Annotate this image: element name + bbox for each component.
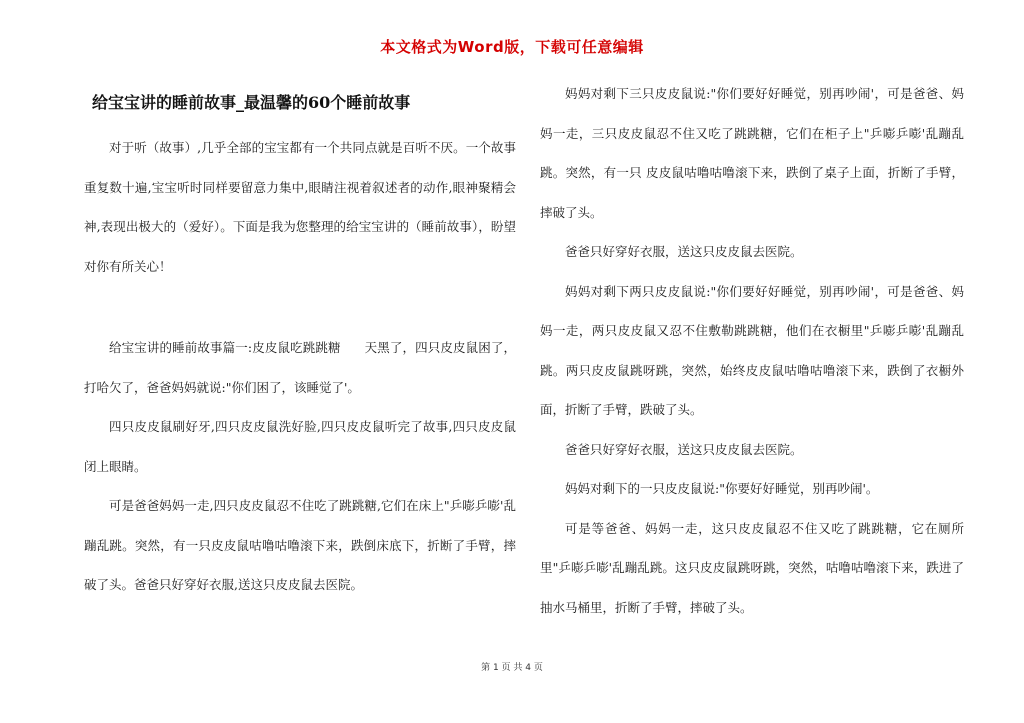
page-number: 第 1 页 共 4 页 xyxy=(481,663,543,673)
document-title: 给宝宝讲的睡前故事_最温馨的60个睡前故事 xyxy=(92,93,411,112)
section-paragraph xyxy=(84,328,516,407)
section-heading: 给宝宝讲的睡前故事篇一:皮皮鼠吃跳跳糖 xyxy=(109,340,341,355)
story-paragraph: 妈妈对剩下三只皮皮鼠说:"你们要好好睡觉，别再吵闹'，可是爸爸、妈妈一走，三只皮皮鼠忍不住又吃了跳跳糖，它们在柜子上"乒嘭乒嘭'乱蹦乱跳。突然，有一只 皮皮鼠咕噜咕噜滚下来，跌倒了桌子上面，折断了手臂，摔破了头。 xyxy=(540,86,964,220)
intro-paragraph: 对于听（故事）,几乎全部的宝宝都有一个共同点就是百听不厌。一个故事重复数十遍,宝宝听时同样要留意力集中,眼睛注视着叙述者的动作,眼神聚精会神,表现出极大的（爱好）。下面是我为您整理的给宝宝讲的（睡前故事），盼望对你有所关心！ xyxy=(84,140,516,274)
story-paragraph: 爸爸只好穿好衣服，送这只皮皮鼠去医院。 xyxy=(565,244,803,259)
story-paragraph: 可是等爸爸、妈妈一走，这只皮皮鼠忍不住又吃了跳跳糖，它在厕所里"乒嘭乒嘭'乱蹦乱跳。这只皮皮鼠跳呀跳，突然，咕噜咕噜滚下来，跌进了抽水马桶里，折断了手臂，摔破了头。 xyxy=(540,520,964,615)
section-first-text: 天黑了，四只皮皮鼠困了，打哈欠了，爸爸妈妈就说:"你们困了，该睡觉了'。 xyxy=(84,340,516,395)
story-paragraph: 妈妈对剩下的一只皮皮鼠说:"你要好好睡觉，别再吵闹'。 xyxy=(565,481,879,496)
story-paragraph: 妈妈对剩下两只皮皮鼠说:"你们要好好睡觉，别再吵闹'，可是爸爸、妈妈一走，两只皮皮鼠又忍不住敷勒跳跳糖，他们在衣橱里"乒嘭乒嘭'乱蹦乱跳。两只皮皮鼠跳呀跳，突然，始终皮皮鼠咕噜咕噜滚下来，跌倒了衣橱外面，折断了手臂，跌破了头。 xyxy=(540,283,964,417)
story-paragraph: 爸爸只好穿好衣服，送这只皮皮鼠去医院。 xyxy=(565,441,803,457)
right-column xyxy=(540,74,964,627)
story-paragraph: 四只皮皮鼠刷好牙,四只皮皮鼠洗好脸,四只皮皮鼠听完了故事,四只皮皮鼠闭上眼睛。 xyxy=(84,419,516,474)
left-column xyxy=(84,82,516,605)
story-paragraph: 可是爸爸妈妈一走,四只皮皮鼠忍不住吃了跳跳糖,它们在床上"乒嘭乒嘭'乱蹦乱跳。突然，有一只皮皮鼠咕噜咕噜滚下来，跌倒床底下，折断了手臂，摔破了头。爸爸只好穿好衣服,送这只皮皮鼠去医院。 xyxy=(84,498,516,592)
word-edit-banner: 本文格式为Word版，下载可任意编辑 xyxy=(380,38,644,56)
